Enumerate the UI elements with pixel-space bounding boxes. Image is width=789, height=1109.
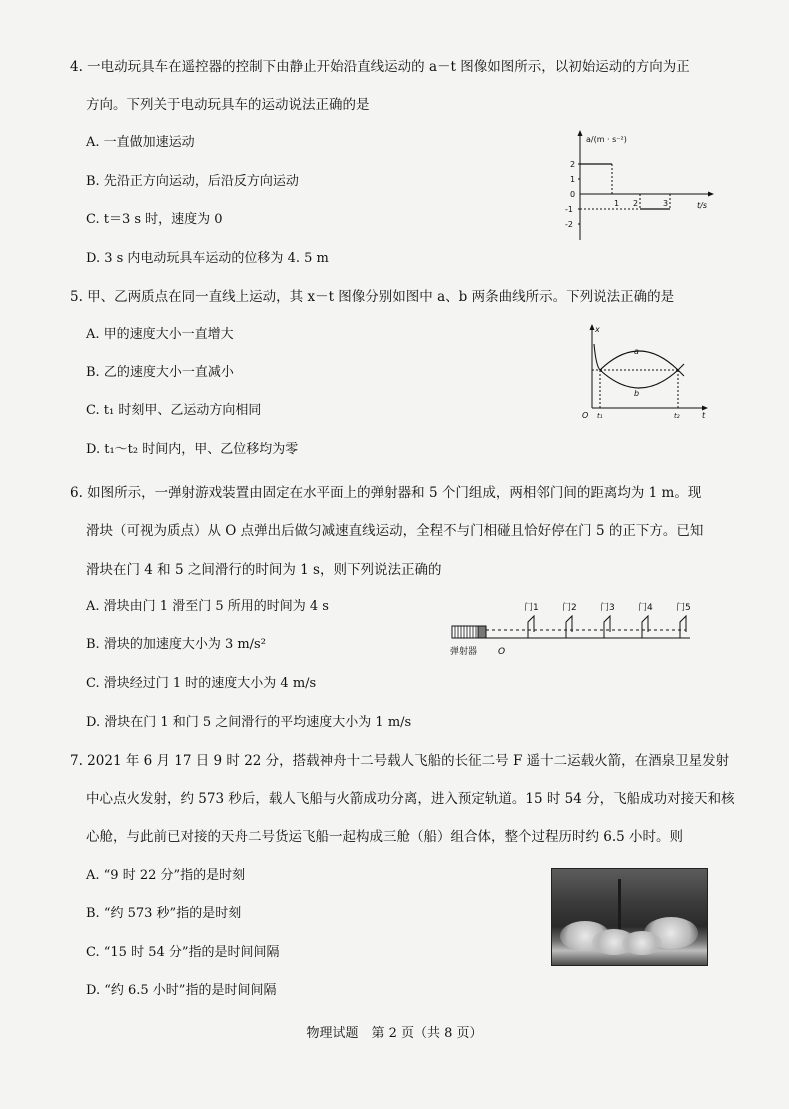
q7-option-b: B. “约 573 秒”指的是时刻: [86, 906, 242, 921]
q5-position-graph: [578, 322, 718, 426]
q4-y-axis-arrow: [578, 130, 583, 136]
q5-t2-label: t₂: [674, 412, 680, 420]
q5-x-label: t: [702, 411, 706, 420]
q7-stem-line2: 中心点火发射，约 573 秒后，载人飞船与火箭成功分离，进入预定轨道。15 时 54 分，飞船成功对接天和核: [86, 791, 735, 807]
q7-stem-line3: 心舱，与此前已对接的天舟二号货运飞船一起构成三舱（船）组合体，整个过程历时约 6.5 小时。则: [86, 829, 684, 845]
q5-t1-label: t₁: [597, 412, 603, 420]
q5-label-a: a: [634, 347, 639, 356]
q6-launcher-figure: [450, 592, 712, 662]
q4-stem-line1: 4. 一电动玩具车在遥控器的控制下由静止开始沿直线运动的 a－t 图像如图所示，以初始运动的方向为正: [70, 59, 690, 75]
q4-y-tick-1: 1: [570, 175, 576, 184]
q4-y-tick-2: 2: [570, 160, 576, 169]
q5-y-label: x: [595, 325, 600, 334]
q6-gate-4-label: 门4: [638, 603, 653, 613]
q6-option-d: D. 滑块在门 1 和门 5 之间滑行的平均速度大小为 1 m/s: [86, 715, 412, 730]
q6-option-b: B. 滑块的加速度大小为 3 m/s²: [86, 637, 266, 652]
q5-curve-a: [600, 351, 678, 370]
q6-gate-5-label: 门5: [676, 603, 691, 613]
q6-stem-line1: 6. 如图所示，一弹射游戏装置由固定在水平面上的弹射器和 5 个门组成，两相邻门间的距离均为 1 m。现: [70, 485, 702, 501]
q4-x-axis-arrow: [708, 192, 714, 197]
q4-x-tick-2: 2: [633, 199, 639, 208]
page-footer: 物理试题 第 2 页（共 8 页）: [306, 1026, 483, 1041]
q7-stem-line1: 7. 2021 年 6 月 17 日 9 时 22 分，搭载神舟十二号载人飞船的长征二号 F 遥十二运载火箭，在酒泉卫星发射: [70, 753, 730, 769]
q6-stem-line2: 滑块（可视为质点）从 O 点弹出后做匀减速直线运动，全程不与门相碰且恰好停在门 5 的正下方。已知: [86, 523, 704, 539]
q6-gate-4: [642, 616, 648, 638]
q4-x-label: t/s: [697, 201, 707, 210]
q5-label-b: b: [634, 389, 640, 398]
q7-option-c: C. “15 时 54 分”指的是时间间隔: [86, 945, 280, 960]
q4-x-tick-3: 3: [663, 199, 669, 208]
q6-origin-label: O: [498, 647, 506, 657]
q6-gate-5: [680, 616, 686, 638]
q6-gate-2: [566, 616, 572, 638]
q6-option-c: C. 滑块经过门 1 时的速度大小为 4 m/s: [86, 676, 317, 691]
q4-option-a: A. 一直做加速运动: [86, 135, 195, 150]
q6-option-a: A. 滑块由门 1 滑至门 5 所用的时间为 4 s: [86, 599, 329, 614]
q4-stem-line2: 方向。下列关于电动玩具车的运动说法正确的是: [86, 97, 370, 113]
q6-gate-1-label: 门1: [524, 603, 539, 613]
q7-option-a: A. “9 时 22 分”指的是时刻: [86, 868, 246, 883]
q6-gate-2-label: 门2: [562, 603, 577, 613]
q4-y-label: a/(m · s⁻²): [586, 135, 627, 144]
q5-origin: O: [582, 411, 589, 420]
q7-option-d: D. “约 6.5 小时”指的是时间间隔: [86, 983, 277, 998]
q6-launcher-label: 弹射器: [450, 647, 478, 657]
q4-option-c: C. t＝3 s 时，速度为 0: [86, 212, 223, 227]
q6-gate-3-label: 门3: [600, 603, 615, 613]
rocket-launch-photo: [551, 868, 708, 966]
q4-option-b: B. 先沿正方向运动，后沿反方向运动: [86, 174, 299, 189]
q4-x-tick-1: 1: [614, 199, 620, 208]
q5-option-a: A. 甲的速度大小一直增大: [86, 327, 234, 342]
q4-option-d: D. 3 s 内电动玩具车运动的位移为 4. 5 m: [86, 251, 329, 266]
q5-option-d: D. t₁～t₂ 时间内，甲、乙位移均为零: [86, 442, 299, 457]
q6-stem-line3: 滑块在门 4 和 5 之间滑行的时间为 1 s，则下列说法正确的: [86, 562, 442, 578]
q5-option-b: B. 乙的速度大小一直减小: [86, 365, 234, 380]
q5-option-c: C. t₁ 时刻甲、乙运动方向相同: [86, 403, 262, 418]
q4-y-tick-0: 0: [570, 190, 576, 199]
q5-stem: 5. 甲、乙两质点在同一直线上运动，其 x－t 图像分别如图中 a、b 两条曲线所示。下列说法正确的是: [70, 289, 675, 305]
q4-y-tick-neg1: -1: [565, 205, 573, 214]
q6-gate-3: [604, 616, 610, 638]
q4-y-tick-neg2: -2: [565, 220, 573, 229]
q6-gate-1: [528, 616, 534, 638]
q4-acceleration-graph: [560, 128, 720, 246]
